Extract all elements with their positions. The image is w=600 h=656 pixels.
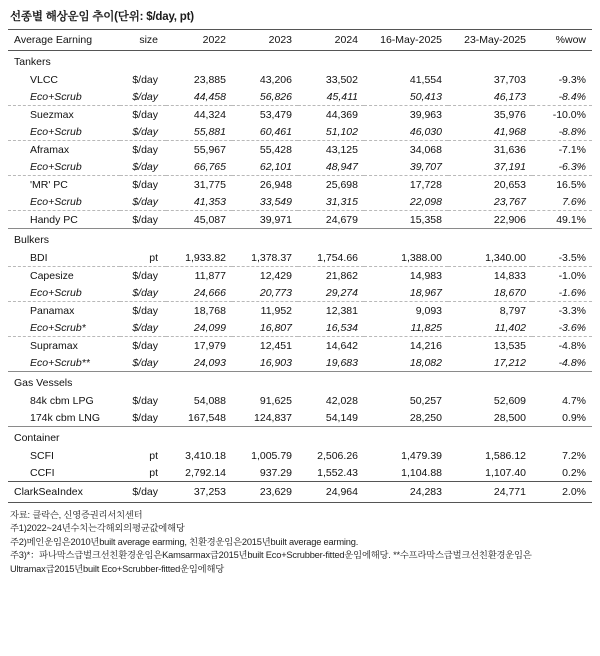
cell-2024: 24,964	[298, 482, 364, 503]
cell-wow: -4.8%	[558, 339, 586, 352]
cell-2023: 12,451	[259, 339, 292, 352]
row-label: Aframax	[30, 143, 70, 156]
cell-date-1: 14,983	[409, 269, 442, 282]
row-label: Suezmax	[30, 108, 74, 121]
cell-2022: 3,410.18	[185, 449, 226, 462]
cell-2022: 1,933.82	[166, 249, 232, 267]
cell-2023: 11,952	[260, 304, 292, 317]
cell-2024: 1,754.66	[298, 249, 364, 267]
cell-date-1: 14,216	[409, 339, 442, 352]
footnote-1: 주1)2022~24년수치는각해외의평균값에해당	[10, 523, 185, 534]
freight-rate-table	[8, 29, 592, 503]
cell-2022: 55,881	[166, 123, 232, 141]
cell-date-1: 39,707	[364, 158, 448, 176]
row-unit: $/day	[132, 108, 158, 121]
cell-2024: 25,698	[325, 178, 358, 191]
row-label: BDI	[8, 249, 120, 267]
cell-date-2: 18,670	[448, 284, 532, 302]
cell-2024: 1,552.43	[317, 466, 358, 479]
row-unit: $/day	[120, 123, 166, 141]
cell-2024: 43,125	[325, 143, 358, 156]
row-unit: pt	[120, 249, 166, 267]
page-title: 선종별 해상운임 추이(단위: $/day, pt)	[10, 11, 194, 23]
cell-date-2: 35,976	[493, 108, 526, 121]
cell-2022: 37,253	[166, 482, 232, 503]
cell-wow: -10.0%	[552, 108, 586, 121]
cell-2023: 12,429	[259, 269, 292, 282]
cell-2024: 14,642	[325, 339, 358, 352]
cell-date-1: 17,728	[409, 178, 442, 191]
table-row	[8, 302, 592, 320]
row-unit: $/day	[120, 319, 166, 337]
table-row	[8, 176, 592, 194]
cell-date-1: 34,068	[409, 143, 442, 156]
cell-date-1: 1,104.88	[401, 466, 442, 479]
table-header	[8, 30, 592, 51]
cell-wow: -1.6%	[532, 284, 592, 302]
row-unit: $/day	[132, 394, 158, 407]
cell-2022: 66,765	[166, 158, 232, 176]
cell-date-2: 13,535	[493, 339, 526, 352]
cell-wow: 16.5%	[556, 178, 586, 191]
cell-2023: 43,206	[259, 73, 292, 86]
group-header-row	[8, 427, 592, 448]
cell-date-2: 28,500	[493, 411, 526, 424]
col-header-date-1: 16-May-2025	[364, 30, 448, 51]
row-label: ClarkSeaIndex	[8, 482, 120, 503]
row-label: Supramax	[30, 339, 78, 352]
cell-wow: -8.4%	[532, 88, 592, 106]
row-unit: $/day	[120, 482, 166, 503]
cell-2024: 33,502	[325, 73, 358, 86]
cell-2023: 53,479	[259, 108, 292, 121]
cell-wow: -3.3%	[558, 304, 586, 317]
cell-date-2: 37,703	[493, 73, 526, 86]
cell-2024: 16,534	[298, 319, 364, 337]
cell-wow: 0.2%	[562, 466, 586, 479]
row-unit: $/day	[132, 269, 158, 282]
header-row	[8, 30, 592, 51]
cell-date-1: 39,963	[409, 108, 442, 121]
cell-2024: 12,381	[325, 304, 358, 317]
table-row	[8, 337, 592, 355]
footnote-2: 주2)메인운임은2010년built average earming, 친환경운임은2015년built average earming.	[10, 536, 359, 547]
row-unit: $/day	[120, 284, 166, 302]
cell-date-1: 1,479.39	[401, 449, 442, 462]
cell-wow: -6.3%	[532, 158, 592, 176]
table-row	[8, 249, 592, 267]
cell-2023: 937.29	[259, 466, 292, 479]
row-unit: $/day	[132, 304, 158, 317]
cell-date-2: 22,906	[493, 213, 526, 226]
cell-date-1: 15,358	[409, 213, 442, 226]
cell-2024: 21,862	[325, 269, 358, 282]
cell-2022: 45,087	[193, 213, 226, 226]
cell-2023: 16,807	[232, 319, 298, 337]
table-row	[8, 392, 592, 409]
cell-wow: 7.2%	[562, 449, 586, 462]
row-label: Eco+Scrub	[8, 193, 120, 211]
cell-2024: 48,947	[298, 158, 364, 176]
row-label: Eco+Scrub	[8, 123, 120, 141]
row-label: CCFI	[30, 466, 55, 479]
cell-date-2: 17,212	[493, 356, 526, 369]
row-label: Capesize	[30, 269, 74, 282]
cell-date-2: 8,797	[499, 304, 526, 317]
cell-2023: 16,903	[259, 356, 292, 369]
cell-date-1: 28,250	[409, 411, 442, 424]
cell-wow: -3.5%	[532, 249, 592, 267]
table-row	[8, 211, 592, 229]
group-label: Gas Vessels	[8, 372, 120, 393]
cell-2022: 167,548	[188, 411, 226, 424]
cell-2023: 33,549	[232, 193, 298, 211]
cell-2023: 56,826	[232, 88, 298, 106]
cell-date-1: 24,283	[364, 482, 448, 503]
table-row	[8, 193, 592, 211]
footnotes	[8, 509, 592, 576]
cell-2023: 55,428	[259, 143, 292, 156]
cell-date-2: 11,402	[448, 319, 532, 337]
group-header-row	[8, 51, 592, 72]
total-row	[8, 482, 592, 503]
row-unit: $/day	[132, 213, 158, 226]
cell-2022: 23,885	[193, 73, 226, 86]
cell-date-2: 37,191	[448, 158, 532, 176]
cell-date-2: 1,340.00	[448, 249, 532, 267]
cell-2024: 54,149	[325, 411, 358, 424]
col-header-wow: %wow	[532, 30, 592, 51]
cell-date-1: 1,388.00	[364, 249, 448, 267]
cell-2024: 29,274	[298, 284, 364, 302]
cell-date-2: 41,968	[448, 123, 532, 141]
cell-2023: 91,625	[259, 394, 292, 407]
cell-date-2: 52,609	[493, 394, 526, 407]
cell-2023: 20,773	[232, 284, 298, 302]
group-header-row	[8, 229, 592, 250]
row-label: Eco+Scrub*	[8, 319, 120, 337]
cell-wow: -7.1%	[558, 143, 586, 156]
table-body	[8, 51, 592, 503]
cell-wow: 49.1%	[556, 213, 586, 226]
table-row	[8, 464, 592, 482]
footnote-3: 주3)*：파나막스급벌크선친환경운임은Kamsarmax급2015년built Eco+Scrubber-fitted운임에해당. **수프라막스급벌크선친환경운임은	[10, 550, 532, 561]
row-label: 174k cbm LNG	[30, 411, 101, 424]
cell-date-1: 41,554	[409, 73, 442, 86]
group-label: Bulkers	[8, 229, 120, 250]
cell-2023: 1,378.37	[232, 249, 298, 267]
col-header-2023: 2023	[232, 30, 298, 51]
cell-2023: 62,101	[232, 158, 298, 176]
table-row	[8, 71, 592, 88]
cell-date-1: 50,257	[409, 394, 442, 407]
cell-date-2: 20,653	[493, 178, 526, 191]
table-row	[8, 267, 592, 285]
cell-wow: -3.6%	[532, 319, 592, 337]
cell-wow: -9.3%	[558, 73, 586, 86]
row-unit: pt	[149, 449, 158, 462]
group-label: Tankers	[14, 56, 51, 68]
col-header-average-earning: Average Earning	[8, 30, 120, 51]
row-label: Eco+Scrub	[8, 284, 120, 302]
row-label: Eco+Scrub	[8, 88, 120, 106]
col-header-date-2: 23-May-2025	[448, 30, 532, 51]
cell-2022: 18,768	[193, 304, 226, 317]
cell-2023: 39,971	[259, 213, 292, 226]
cell-date-2: 23,767	[448, 193, 532, 211]
table-row	[8, 409, 592, 427]
cell-2023: 26,948	[259, 178, 292, 191]
cell-wow: -4.8%	[558, 356, 586, 369]
cell-2022: 54,088	[193, 394, 226, 407]
cell-date-2: 46,173	[448, 88, 532, 106]
cell-date-1: 11,825	[364, 319, 448, 337]
col-header-size: size	[120, 30, 166, 51]
cell-2022: 24,666	[166, 284, 232, 302]
row-label: Eco+Scrub**	[30, 356, 90, 369]
cell-date-1: 50,413	[364, 88, 448, 106]
col-header-2022: 2022	[166, 30, 232, 51]
cell-date-2: 1,586.12	[485, 449, 526, 462]
table-row	[8, 88, 592, 106]
row-unit: $/day	[132, 339, 158, 352]
row-label: Eco+Scrub	[8, 158, 120, 176]
footnote-3-cont: Ultramax급2015년built Eco+Scrubber-fitted운임에해당	[10, 563, 225, 574]
group-header-row	[8, 372, 592, 393]
cell-2022: 31,775	[193, 178, 226, 191]
table-row	[8, 319, 592, 337]
cell-2024: 19,683	[325, 356, 358, 369]
row-label: VLCC	[30, 73, 59, 86]
table-row	[8, 106, 592, 124]
cell-2022: 24,099	[166, 319, 232, 337]
cell-2022: 2,792.14	[185, 466, 226, 479]
cell-date-1: 18,082	[409, 356, 442, 369]
cell-date-1: 46,030	[364, 123, 448, 141]
row-label: SCFI	[30, 449, 54, 462]
cell-2024: 2,506.26	[317, 449, 358, 462]
row-unit: $/day	[132, 178, 158, 191]
row-unit: $/day	[132, 356, 158, 369]
cell-2024: 24,679	[325, 213, 358, 226]
cell-wow: 2.0%	[532, 482, 592, 503]
table-row	[8, 123, 592, 141]
table-row	[8, 141, 592, 159]
cell-2023: 124,837	[254, 411, 292, 424]
table-row	[8, 158, 592, 176]
cell-wow: 0.9%	[562, 411, 586, 424]
cell-2023: 1,005.79	[251, 449, 292, 462]
cell-date-2: 24,771	[448, 482, 532, 503]
footnote-source: 자료: 클락슨, 신영증권리서치센터	[10, 510, 143, 520]
cell-wow: 4.7%	[562, 394, 586, 407]
cell-2022: 17,979	[193, 339, 226, 352]
cell-date-1: 22,098	[364, 193, 448, 211]
cell-2022: 44,458	[166, 88, 232, 106]
cell-2024: 42,028	[325, 394, 358, 407]
cell-date-1: 18,967	[364, 284, 448, 302]
cell-2022: 11,877	[194, 269, 226, 282]
cell-wow: -1.0%	[558, 269, 586, 282]
row-label: 'MR' PC	[30, 178, 68, 191]
row-label: 84k cbm LPG	[30, 394, 94, 407]
cell-wow: -8.8%	[532, 123, 592, 141]
cell-2024: 31,315	[298, 193, 364, 211]
table-row	[8, 447, 592, 464]
row-unit: $/day	[132, 411, 158, 424]
row-label: Panamax	[30, 304, 75, 317]
cell-2024: 51,102	[298, 123, 364, 141]
cell-2022: 44,324	[193, 108, 226, 121]
row-unit: $/day	[120, 158, 166, 176]
table-row	[8, 354, 592, 372]
cell-2024: 45,411	[298, 88, 364, 106]
cell-2024: 44,369	[325, 108, 358, 121]
cell-date-2: 31,636	[493, 143, 526, 156]
row-unit: $/day	[132, 143, 158, 156]
cell-2022: 55,967	[193, 143, 226, 156]
cell-date-2: 14,833	[493, 269, 526, 282]
col-header-2024: 2024	[298, 30, 364, 51]
cell-date-2: 1,107.40	[485, 466, 526, 479]
group-label: Container	[8, 427, 120, 448]
row-label: Handy PC	[30, 213, 78, 226]
row-unit: $/day	[132, 73, 158, 86]
cell-wow: 7.6%	[532, 193, 592, 211]
cell-2022: 24,093	[193, 356, 226, 369]
cell-2023: 23,629	[232, 482, 298, 503]
row-unit: $/day	[120, 88, 166, 106]
table-row	[8, 284, 592, 302]
cell-2023: 60,461	[232, 123, 298, 141]
row-unit: pt	[149, 466, 158, 479]
row-unit: $/day	[120, 193, 166, 211]
cell-date-1: 9,093	[415, 304, 442, 317]
cell-2022: 41,353	[166, 193, 232, 211]
